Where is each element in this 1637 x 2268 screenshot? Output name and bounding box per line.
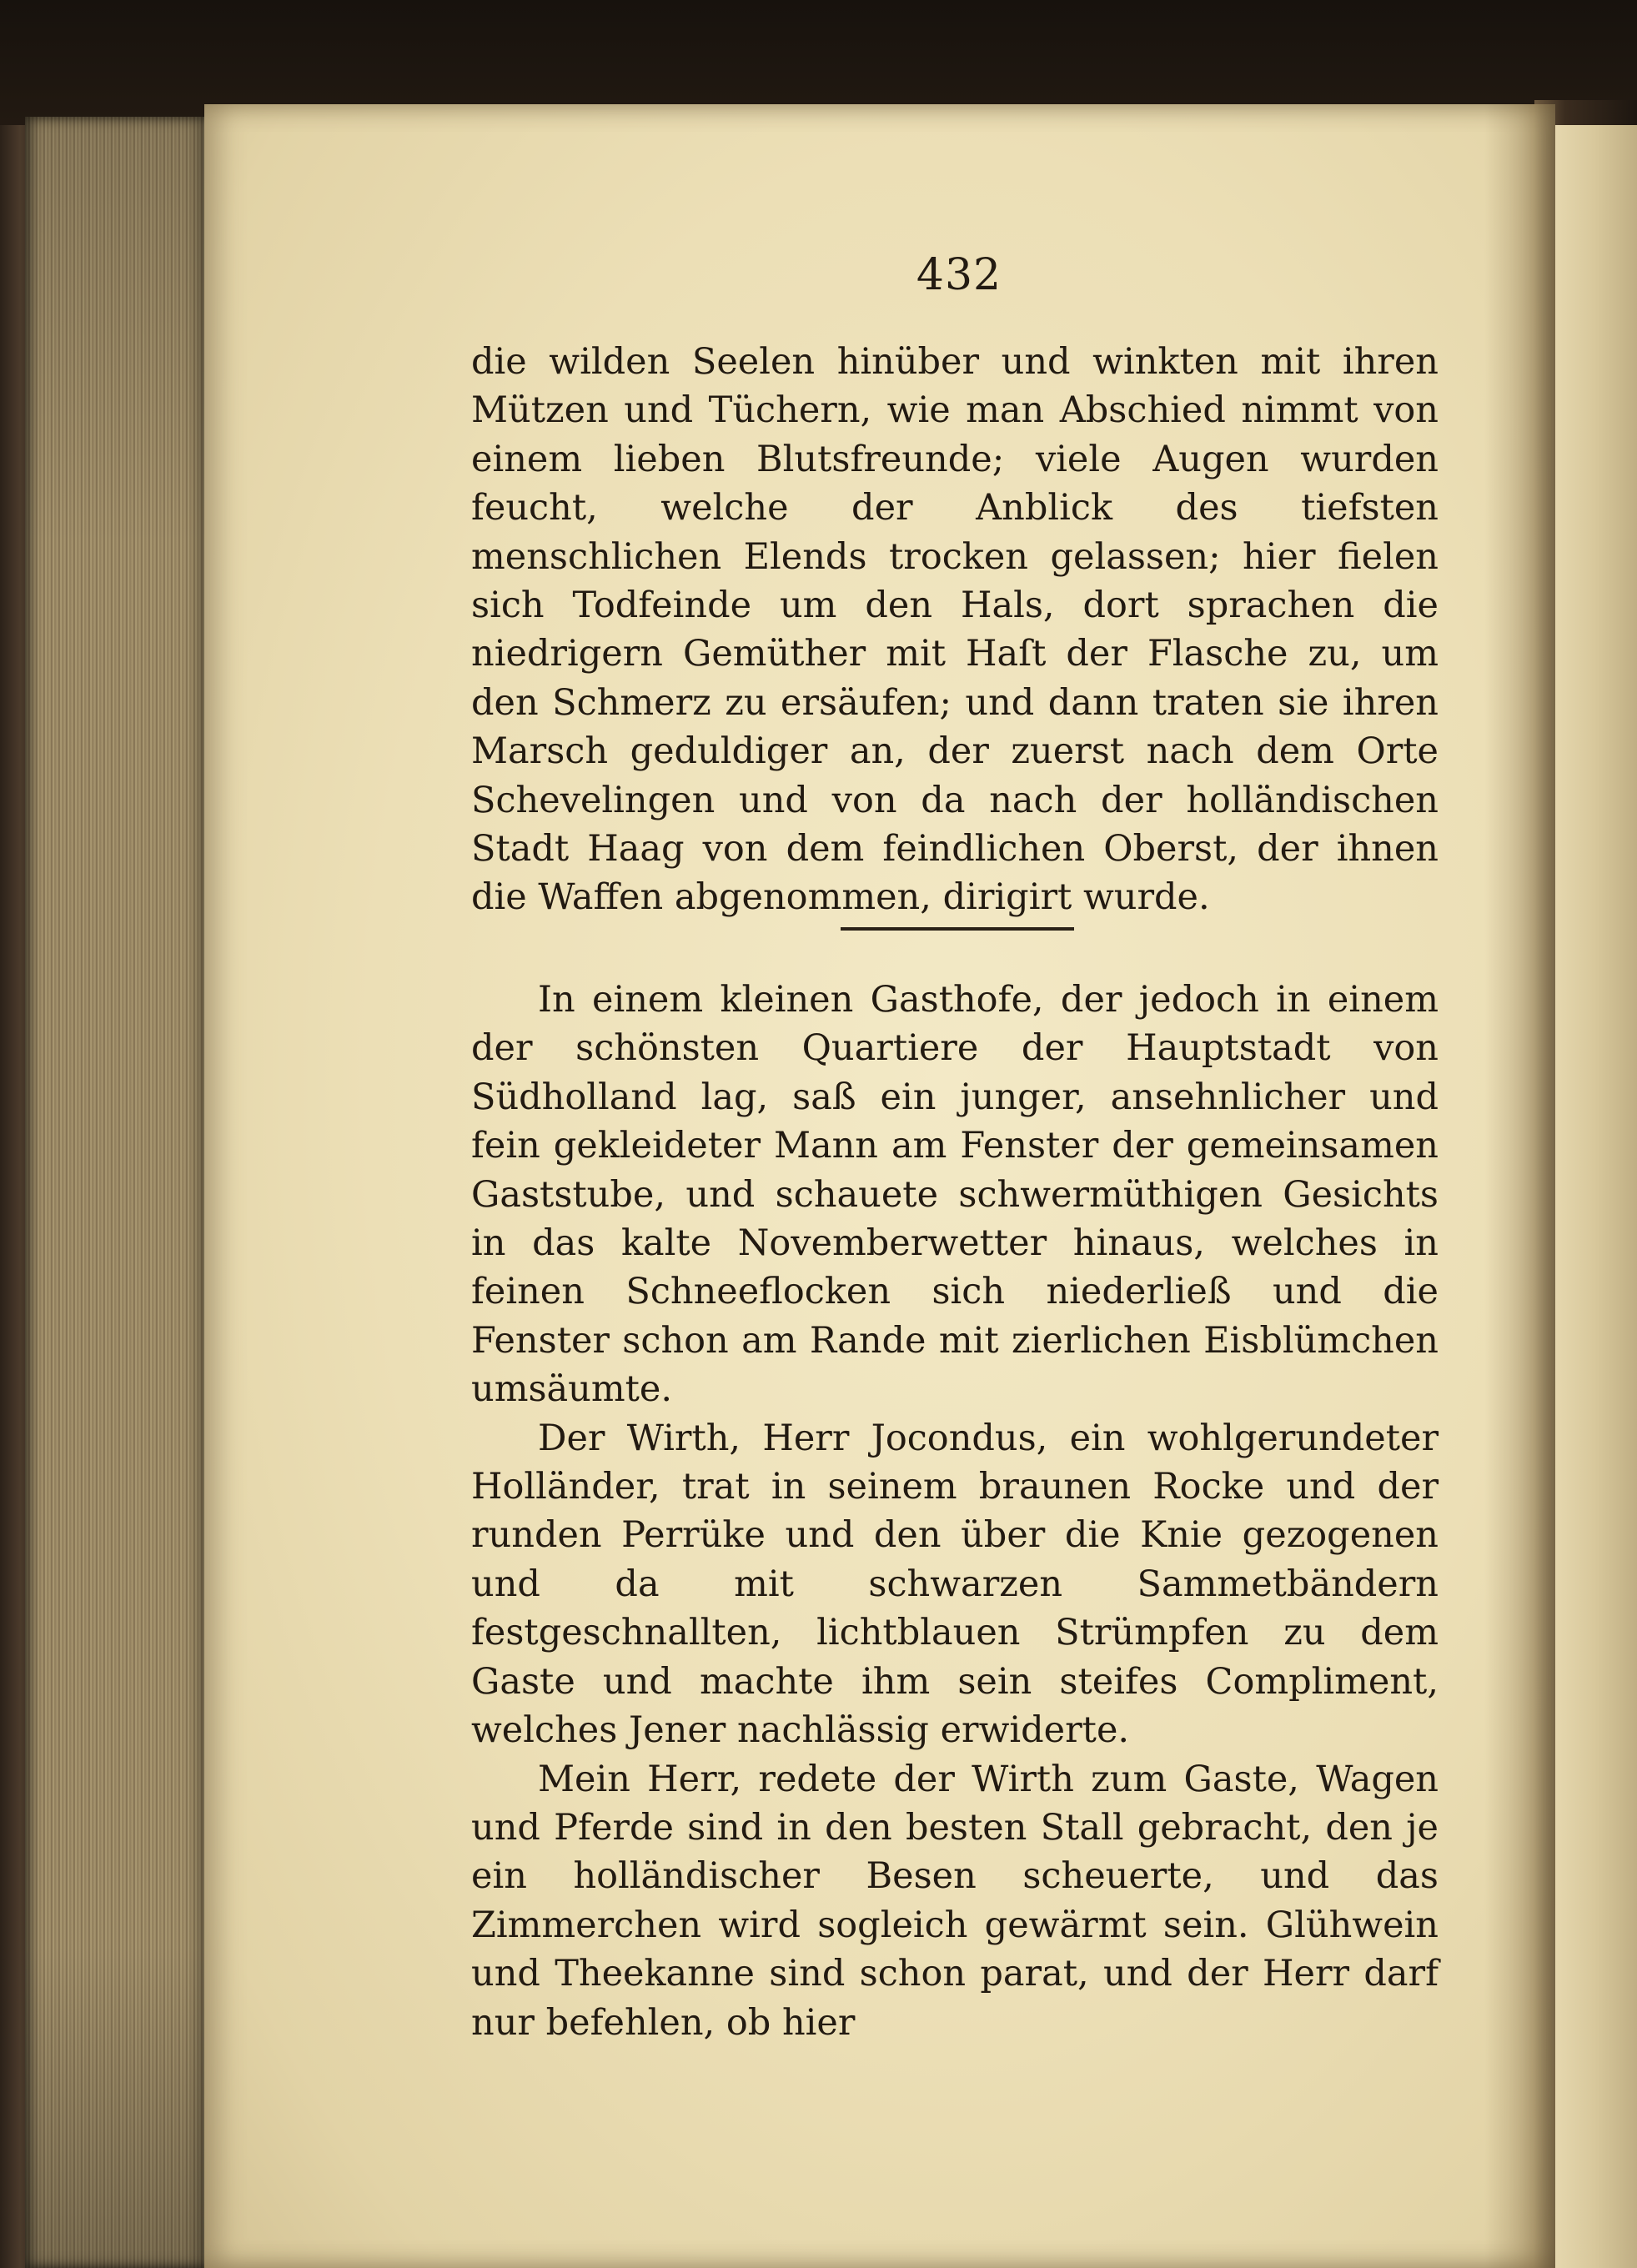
page-stack-shade <box>25 117 208 2268</box>
gutter-shadow <box>1484 104 1555 2268</box>
text-block-top <box>471 338 1439 922</box>
facing-page-sliver <box>1551 125 1637 2268</box>
paragraph: die wilden Seelen hinüber und winkten mit ihren Mützen und Tüchern, wie man Abschied nimmt von einem lieben Blutsfreunde; viele Augen wurden feucht, welche der Anblick des tiefsten menschlichen Elends trocken gelassen; hier fielen sich Todfeinde um den Hals, dort sprachen die niedrigern Gemüther mit Haſt der Flasche zu, um den Schmerz zu ersäufen; und dann traten sie ihren Marsch geduldiger an, der zuerst nach dem Orte Schevelingen und von da nach der holländischen Stadt Haag von dem feindlichen Oberst, der ihnen die Waffen abgenommen, dirigirt wurde. <box>471 341 1439 919</box>
paragraph: In einem kleinen Gasthofe, der jedoch in einem der schönsten Quartiere der Hauptstadt von Südholland lag, saß ein junger, ansehnlicher und fein gekleideter Mann am Fenster der gemeinsamen Gaststube, und schauete schwermüthigen Gesichts in das kalte Novemberwetter hinaus, welches in feinen Schneeflocken sich niederließ und die Fenster schon am Rande mit zierlichen Eisblümchen umsäumte. <box>471 979 1439 1411</box>
page-number: 432 <box>916 250 1002 300</box>
paragraph: Mein Herr, redete der Wirth zum Gaste, Wagen und Pferde sind in den besten Stall gebracht, den je ein holländischer Besen scheuerte, und das Zimmerchen wird sogleich gewärmt sein. Glühwein und Theekanne sind schon parat, und der Herr darf nur befehlen, ob hier <box>471 1758 1439 2044</box>
section-divider <box>841 927 1074 931</box>
paragraph: Der Wirth, Herr Jocondus, ein wohlgerundeter Holländer, trat in seinem braunen Rocke und der runden Perrüke und den über die Knie gezogenen und da mit schwarzen Sammetbändern festgeschnallten, lichtblauen Strümpfen zu dem Gaste und machte ihm sein steifes Compliment, welches Jener nachlässig erwiderte. <box>471 1417 1439 1752</box>
text-block-bottom <box>471 976 1439 2047</box>
